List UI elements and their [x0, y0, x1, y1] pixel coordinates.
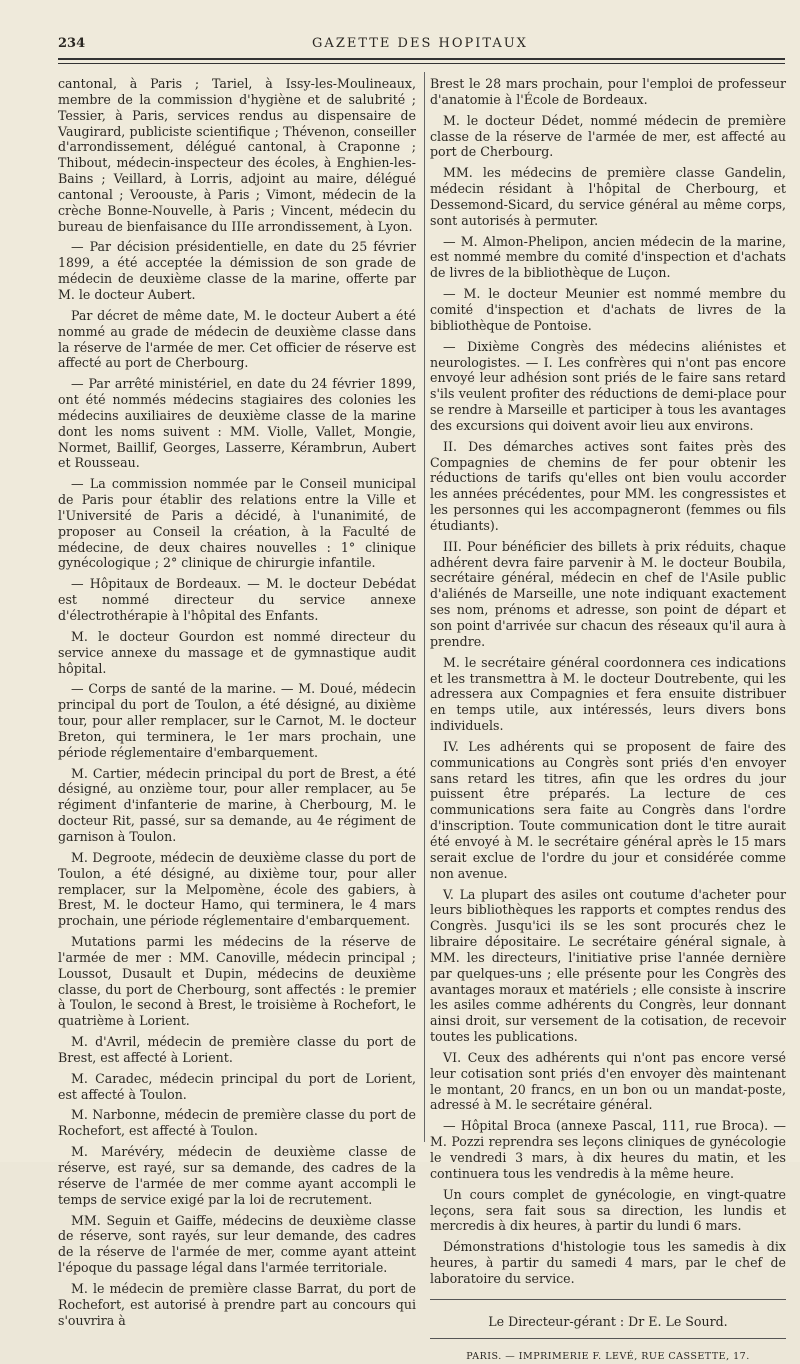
paragraph: M. d'Avril, médecin de première classe du port de Brest, est affecté à Lorient. — [58, 1034, 416, 1065]
paragraph: — La commission nommée par le Conseil municipal de Paris pour établir des relations entre la Ville et l'Université de Paris a décidé, à l'unanimité, de proposer au Conseil la création, à la Faculté de médecine, de deux chaires nouvelles : 1° clinique gynécologique ; 2° clinique de chirurgie infantile. — [58, 476, 416, 571]
paragraph: M. Degroote, médecin de deuxième classe du port de Toulon, a été désigné, au dixième tour, pour aller remplacer, sur la Melpomène, école des gabiers, à Brest, M. le docteur Hamo, qui terminera, le 4 mars prochain, une période réglementaire d'embarquement. — [58, 849, 416, 929]
paragraph: M. le docteur Gourdon est nommé directeur du service annexe du massage et de gymnastique audit hôpital. — [58, 628, 416, 676]
paragraph: MM. les médecins de première classe Gandelin, médecin résidant à l'hôpital de Cherbourg, et Dessemond-Sicard, du service général au même corps, sont autorisés à permuter. — [430, 165, 786, 228]
header-rule-thin — [58, 63, 785, 64]
paragraph: Mutations parmi les médecins de la réserve de l'armée de mer : MM. Canoville, médecin principal ; Loussot, Dusault et Dupin, médecins de deuxième classe, du port de Cherbourg, sont affectés : le premier à Toulon, le second à Brest, le troisième à Rochefort, le quatrième à Lorient. — [58, 934, 416, 1029]
journal-title: GAZETTE DES HOPITAUX — [312, 36, 528, 51]
paragraph: — Corps de santé de la marine. — M. Doué, médecin principal du port de Toulon, a été désigné, au dixième tour, pour aller remplacer, sur le Carnot, M. le docteur Breton, qui terminera, le 1er mars prochain, une période réglementaire d'embarquement. — [58, 681, 416, 760]
paragraph: III. Pour bénéficier des billets à prix réduits, chaque adhérent devra faire parvenir à M. le docteur Boubila, secrétaire général, médecin en chef de l'Asile public d'aliénés de Marseille, une note indiquant exactement ses nom, prénoms et adresse, son point de départ et son point d'arrivée sur chacun des réseaux qu'il aura à prendre. — [430, 538, 786, 649]
paragraph: VI. Ceux des adhérents qui n'ont pas encore versé leur cotisation sont priés d'en envoyer dès maintenant le montant, 20 francs, en un bon ou un mandat-poste, adressé à M. le secrétaire général. — [430, 1049, 786, 1113]
paragraph: — Hôpital Broca (annexe Pascal, 111, rue Broca). — M. Pozzi reprendra ses leçons cliniques de gynécologie le vendredi 3 mars, à dix heures du matin, et les continuera tous les vendredis à la même heure. — [430, 1118, 786, 1181]
header-rule-thick — [58, 58, 785, 60]
paragraph: Brest le 28 mars prochain, pour l'emploi de professeur d'anatomie à l'École de Bordeaux. — [430, 76, 786, 107]
director-signature: Le Directeur-gérant : Dr E. Le Sourd. — [430, 1299, 786, 1330]
paragraph: II. Des démarches actives sont faites près des Compagnies de chemins de fer pour obtenir les réductions de tarifs qu'elles ont bien voulu accorder les années précédentes, pour MM. les congressistes et les personnes qui les accompagneront (femmes ou fils étudiants). — [430, 438, 786, 533]
left-column — [58, 76, 416, 1333]
paragraph: Un cours complet de gynécologie, en vingt-quatre leçons, sera fait sous sa direction, les lundis et mercredis à dix heures, à partir du lundi 6 mars. — [430, 1186, 786, 1234]
paragraph: M. Marévéry, médecin de deuxième classe de réserve, est rayé, sur sa demande, des cadres de la réserve de l'armée de mer comme ayant accompli le temps de service exigé par la loi de recrutement. — [58, 1144, 416, 1207]
paragraph: M. le secrétaire général coordonnera ces indications et les transmettra à M. le docteur Doutrebente, qui les adressera aux Compagnies et fera ensuite distribuer en temps utile, aux intéressés, leurs divers bons individuels. — [430, 654, 786, 734]
paragraph: M. Narbonne, médecin de première classe du port de Rochefort, est affecté à Toulon. — [58, 1107, 416, 1139]
paragraph: — M. Almon-Phelipon, ancien médecin de la marine, est nommé membre du comité d'inspection et d'achats de livres de la bibliothèque de Luçon. — [430, 233, 786, 281]
right-column — [430, 76, 786, 1364]
column-divider — [424, 72, 425, 1142]
page-header — [58, 36, 782, 54]
paragraph: V. La plupart des asiles ont coutume d'acheter pour leurs bibliothèques les rapports et comptes rendus des Congrès. Jusqu'ici ils se les sont procurés chez le libraire dépositaire. Le secrétaire général signale, à MM. les directeurs, l'initiative prise l'année dernière par quelques-uns ; elle présente pour les Congrès des avantages moraux et matériels ; elle consiste à inscrire les asiles comme adhérents du Congrès, leur donnant ainsi droit, sur versement de la cotisation, de recevoir toutes les publications. — [430, 886, 786, 1045]
paragraph: cantonal, à Paris ; Tariel, à Issy-les-Moulineaux, membre de la commission d'hygiène et de salubrité ; Tessier, à Paris, services rendus au dispensaire de Vaugirard, publiciste scientifique ; Thévenon, conseiller d'arrondissement, délégué cantonal, à Craponne ; Thibout, médecin-inspecteur des écoles, à Enghien-les-Bains ; Veillard, à Lorris, adjoint au maire, délégué cantonal ; Veroouste, à Paris ; Vimont, médecin de la crèche Bonne-Nouvelle, à Paris ; Vincent, médecin du bureau de bienfaisance du IIIe arrondissement, à Lyon. — [58, 76, 416, 234]
paragraph: — Dixième Congrès des médecins aliénistes et neurologistes. — I. Les confrères qui n'ont pas encore envoyé leur adhésion sont priés de le faire sans retard s'ils veulent profiter des réductions de demi-place pour se rendre à Marseille et participer à tous les avantages des excursions qui doivent avoir lieu aux environs. — [430, 338, 786, 433]
paragraph: Par décret de même date, M. le docteur Aubert a été nommé au grade de médecin de deuxième classe dans la réserve de l'armée de mer. Cet officier de réserve est affecté au port de Cherbourg. — [58, 307, 416, 371]
paragraph: — Hôpitaux de Bordeaux. — M. le docteur Debédat est nommé directeur du service annexe d'électrothérapie à l'hôpital des Enfants. — [58, 576, 416, 623]
paragraph: Démonstrations d'histologie tous les samedis à dix heures, à partir du samedi 4 mars, par le chef de laboratoire du service. — [430, 1239, 786, 1286]
paragraph: — M. le docteur Meunier est nommé membre du comité d'inspection et d'achats de livres de la bibliothèque de Pontoise. — [430, 286, 786, 333]
paragraph: IV. Les adhérents qui se proposent de faire des communications au Congrès sont priés d'en envoyer sans retard les titres, afin que les ordres du jour puissent être préparés. La lecture de ces communications sera faite au Congrès dans l'ordre d'inscription. Toute communication dont le titre aurait été envoyé à M. le secrétaire général après le 15 mars serait exclue de l'ordre du jour et considérée comme non avenue. — [430, 738, 786, 881]
paragraph: M. le médecin de première classe Barrat, du port de Rochefort, est autorisé à prendre part au concours qui s'ouvrira à — [58, 1280, 416, 1328]
paragraph: — Par décision présidentielle, en date du 25 février 1899, a été acceptée la démission de son grade de médecin de deuxième classe de la marine, offerte par M. le docteur Aubert. — [58, 239, 416, 302]
page-number: 234 — [58, 36, 86, 51]
paragraph: M. le docteur Dédet, nommé médecin de première classe de la réserve de l'armée de mer, est affecté au port de Cherbourg. — [430, 112, 786, 160]
paragraph: — Par arrêté ministériel, en date du 24 février 1899, ont été nommés médecins stagiaires des colonies les médecins auxiliaires de deuxième classe de la marine dont les noms suivent : MM. Violle, Vallet, Mongie, Normet, Baillif, Georges, Lasserre, Kérambrun, Aubert et Rousseau. — [58, 376, 416, 471]
printer-imprint: PARIS. — IMPRIMERIE F. LEVÉ, RUE CASSETTE, 17. — [430, 1338, 786, 1364]
paragraph: M. Cartier, médecin principal du port de Brest, a été désigné, au onzième tour, pour aller remplacer, au 5e régiment d'infanterie de marine, à Cherbourg, M. le docteur Rit, passé, sur sa demande, au 4e régiment de garnison à Toulon. — [58, 765, 416, 844]
paragraph: M. Caradec, médecin principal du port de Lorient, est affecté à Toulon. — [58, 1070, 416, 1102]
paragraph: MM. Seguin et Gaiffe, médecins de deuxième classe de réserve, sont rayés, sur leur demande, des cadres de la réserve de l'armée de mer, comme ayant atteint l'époque du passage légal dans l'armée territoriale. — [58, 1212, 416, 1276]
